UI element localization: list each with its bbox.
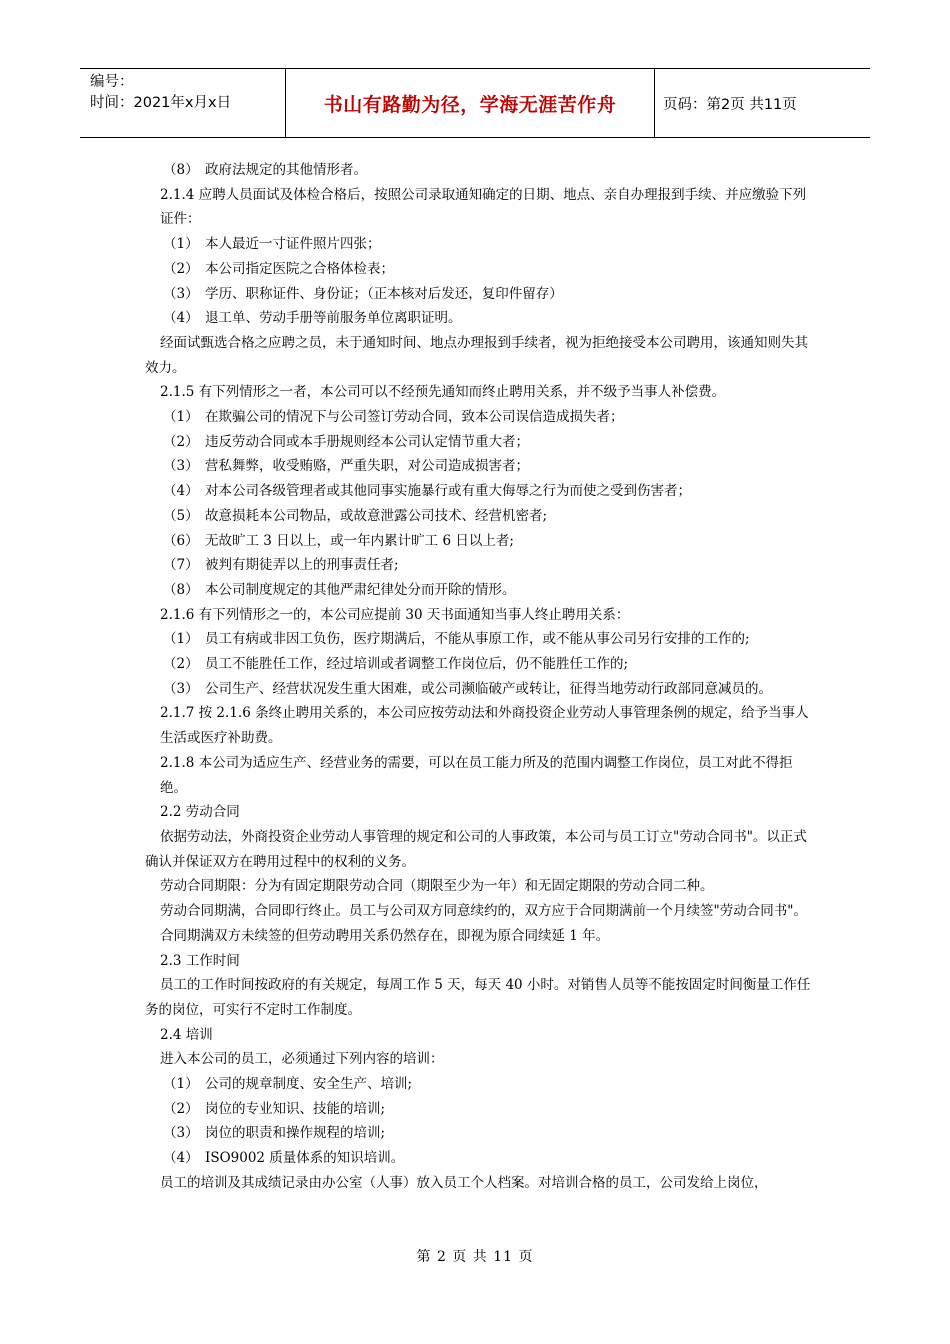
item-text: 本人最近一寸证件照片四张； bbox=[205, 236, 381, 253]
item-number: （7） bbox=[163, 557, 199, 574]
item-text: 退工单、劳动手册等前服务单位离职证明。 bbox=[205, 310, 462, 327]
paragraph: 劳动合同期限：分为有固定期限劳动合同（期限至少为一年）和无固定期限的劳动合同二种。 bbox=[160, 878, 714, 895]
list-item bbox=[145, 232, 813, 257]
document-number-label: 编号： bbox=[90, 74, 134, 90]
header-motto: 书山有路勤为径，学海无涯苦作舟 bbox=[285, 69, 655, 137]
item-number: （3） bbox=[163, 285, 199, 302]
list-item bbox=[145, 257, 813, 282]
item-number: （1） bbox=[163, 1076, 199, 1093]
document-body bbox=[145, 158, 813, 1196]
item-text: 公司生产、经营状况发生重大困难，或公司濒临破产或转让，征得当地劳动行政部同意减员的。 bbox=[205, 680, 772, 697]
list-item bbox=[145, 158, 813, 183]
list-item bbox=[145, 504, 813, 529]
section-heading: 2.4 培训 bbox=[160, 1026, 213, 1043]
paragraph: 员工的工作时间按政府的有关规定，每周工作 5 天，每天 40 小时。对销售人员等不能按固定时间衡量工作任务的岗位，可实行不定时工作制度。 bbox=[145, 977, 811, 1018]
item-number: （2） bbox=[163, 260, 199, 277]
item-number: （3） bbox=[163, 1125, 199, 1142]
item-text: 营私舞弊，收受贿赂，严重失职，对公司造成损害者； bbox=[205, 458, 529, 475]
item-text: 本公司制度规定的其他严肃纪律处分而开除的情形。 bbox=[205, 581, 516, 598]
item-number: （4） bbox=[163, 1150, 199, 1167]
paragraph: 劳动合同期满，合同即行终止。员工与公司双方同意续约的，双方应于合同期满前一个月续签"劳动合同书"。 bbox=[160, 903, 807, 920]
item-number: （2） bbox=[163, 656, 199, 673]
item-text: 违反劳动合同或本手册规则经本公司认定情节重大者； bbox=[205, 433, 529, 450]
item-text: ISO9002 质量体系的知识培训。 bbox=[205, 1150, 405, 1167]
item-number: （1） bbox=[163, 631, 199, 648]
list-item bbox=[145, 405, 813, 430]
item-text: 对本公司各级管理者或其他同事实施暴行或有重大侮辱之行为而使之受到伤害者； bbox=[205, 483, 691, 500]
item-number: （2） bbox=[163, 433, 199, 450]
item-number: （1） bbox=[163, 236, 199, 253]
list-item bbox=[145, 627, 813, 652]
page-footer: 第 2 页 共 11 页 bbox=[416, 1249, 534, 1265]
item-text: 岗位的职责和操作规程的培训; bbox=[205, 1125, 386, 1142]
item-text: 无故旷工 3 日以上，或一年内累计旷工 6 日以上者; bbox=[205, 532, 514, 549]
clause-2-1-6: 2.1.6 有下列情形之一的，本公司应提前 30 天书面通知当事人终止聘用关系： bbox=[160, 606, 630, 623]
list-item bbox=[145, 578, 813, 603]
item-number: （6） bbox=[163, 532, 199, 549]
item-text: 公司的规章制度、安全生产、培训; bbox=[205, 1076, 413, 1093]
header-page-label: 页码：第2页 共11页 bbox=[663, 96, 797, 113]
item-text: 在欺骗公司的情况下与公司签订劳动合同，致本公司误信造成损失者； bbox=[205, 409, 624, 426]
list-item bbox=[145, 1121, 813, 1146]
list-item bbox=[145, 1072, 813, 1097]
list-item bbox=[145, 1146, 813, 1171]
list-item bbox=[145, 553, 813, 578]
item-number: （5） bbox=[163, 507, 199, 524]
list-item bbox=[145, 479, 813, 504]
clause-2-1-7: 2.1.7 按 2.1.6 条终止聘用关系的，本公司应按劳动法和外商投资企业劳动人事管理条例的规定，给予当事人生活或医疗补助费。 bbox=[160, 705, 809, 747]
list-item bbox=[145, 454, 813, 479]
clause-2-1-5: 2.1.5 有下列情形之一者，本公司可以不经预先通知而终止聘用关系，并不级予当事人补偿费。 bbox=[160, 384, 726, 401]
item-number: （8） bbox=[163, 581, 199, 598]
document-date-label: 时间：2021年x月x日 bbox=[90, 95, 232, 111]
item-text: 政府法规定的其他情形者。 bbox=[205, 162, 367, 178]
clause-2-1-4: 2.1.4 应聘人员面试及体检合格后，按照公司录取通知确定的日期、地点、亲自办理报到手续、并应缴验下列证件： bbox=[160, 186, 807, 228]
item-text: 学历、职称证件、身份证；（正本核对后发还，复印件留存） bbox=[205, 285, 563, 302]
clause-2-1-8: 2.1.8 本公司为适应生产、经营业务的需要，可以在员工能力所及的范围内调整工作岗位，员工对此不得拒绝。 bbox=[160, 754, 793, 796]
item-text: 故意损耗本公司物品，或故意泄露公司技术、经营机密者; bbox=[205, 507, 548, 524]
item-text: 本公司指定医院之合格体检表； bbox=[205, 260, 394, 277]
list-item bbox=[145, 430, 813, 455]
header-left bbox=[80, 69, 285, 137]
list-item bbox=[145, 306, 813, 331]
list-item bbox=[145, 1097, 813, 1122]
item-number: （3） bbox=[163, 458, 199, 475]
item-number: （4） bbox=[163, 310, 199, 327]
paragraph: 合同期满双方未续签的但劳动聘用关系仍然存在，即视为原合同续延 1 年。 bbox=[160, 927, 610, 944]
item-number: （8） bbox=[163, 162, 199, 178]
paragraph: 依据劳动法，外商投资企业劳动人事管理的规定和公司的人事政策，本公司与员工订立"劳动合同书"。以正式确认并保证双方在聘用过程中的权利的义务。 bbox=[145, 828, 807, 870]
paragraph: 经面试甄选合格之应聘之员，未于通知时间、地点办理报到手续者，视为拒绝接受本公司聘用，该通知则失其效力。 bbox=[145, 334, 808, 376]
section-heading: 2.2 劳动合同 bbox=[160, 804, 240, 821]
item-text: 岗位的专业知识、技能的培训; bbox=[205, 1100, 386, 1117]
item-number: （3） bbox=[163, 680, 199, 697]
list-item bbox=[145, 282, 813, 307]
item-number: （2） bbox=[163, 1100, 199, 1117]
section-heading: 2.3 工作时间 bbox=[160, 952, 240, 969]
list-item bbox=[145, 652, 813, 677]
list-item bbox=[145, 677, 813, 702]
paragraph: 员工的培训及其成绩记录由办公室（人事）放入员工个人档案。对培训合格的员工，公司发给上岗位， bbox=[160, 1174, 768, 1191]
paragraph: 进入本公司的员工，必须通过下列内容的培训： bbox=[160, 1051, 444, 1068]
item-number: （4） bbox=[163, 483, 199, 500]
item-text: 被判有期徒弄以上的刑事责任者; bbox=[205, 557, 399, 574]
item-number: （1） bbox=[163, 409, 199, 426]
page-header bbox=[80, 68, 870, 138]
item-text: 员工不能胜任工作，经过培训或者调整工作岗位后，仍不能胜任工作的; bbox=[205, 656, 629, 673]
item-text: 员工有病或非因工负伤，医疗期满后，不能从事原工作，或不能从事公司另行安排的工作的; bbox=[205, 631, 750, 648]
list-item bbox=[145, 529, 813, 554]
